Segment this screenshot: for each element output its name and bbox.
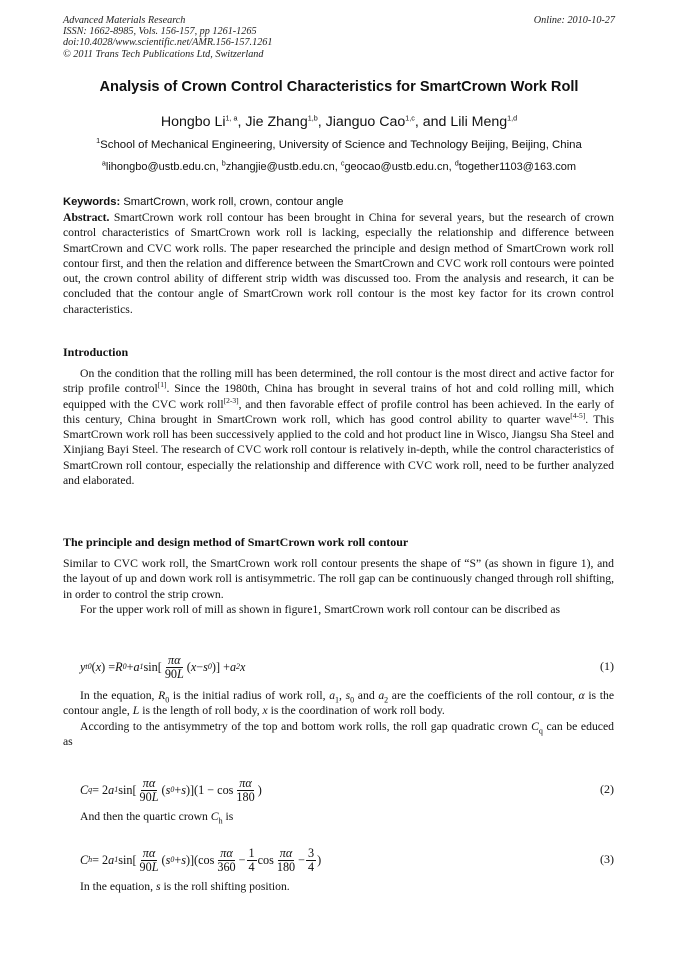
body-text: is the length of roll body, [142, 704, 260, 718]
abstract-label: Abstract. [63, 211, 110, 224]
equation-number: (2) [600, 782, 614, 796]
body-text: is the roll shifting position. [163, 880, 290, 893]
principle-heading: The principle and design method of SmartCrown work roll contour [63, 535, 409, 549]
equation-number: (3) [600, 852, 614, 866]
email-link[interactable]: lihongbo@ustb.edu.cn [105, 161, 216, 173]
author-name: Jie Zhang [245, 114, 308, 130]
author-name: Lili Meng [450, 114, 508, 130]
citation[interactable]: [1] [157, 380, 167, 390]
doi-line: doi:10.4028/www.scientific.net/AMR.156-157.1261 [63, 37, 273, 49]
introduction-body [63, 366, 614, 488]
affiliation-sup: 1 [96, 136, 101, 146]
equation-number: (1) [600, 659, 614, 673]
body-text: are the coefficients of the roll contour, [391, 689, 575, 702]
body-text: and [357, 689, 375, 702]
email-sup: b [221, 158, 226, 168]
author-name: Hongbo Li [160, 114, 226, 130]
body-text: According to the antisymmetry of the top and bottom work rolls, the roll gap quadratic crown [80, 719, 528, 733]
author-sup: 1,c [405, 113, 415, 123]
email-list: $^a$lihongbo@ustb.edu.cn, $^b$zhangjie@ustb.edu.cn, $^c$geocao@ustb.edu.cn, $^d$together1103@163.com [101, 158, 577, 173]
body-text: can be educed as [63, 719, 615, 748]
intro-text: . Since the 1980th, China has brought in several trains of hot and cold rolling mill, which equipped with the CVC work roll [63, 382, 614, 411]
principle-body-2: In the equation, $R_0$ is the initial radius of work roll, $a_1$, $s_0$ and $a_2$ are the coefficients of the roll contour, α is the contour angle, L is the length of roll body, x is the coordination of work roll body. According to the antisymmetry of the top and bottom work rolls, the roll gap quadratic crown $C_q$ can be educed as [63, 689, 615, 748]
citation[interactable]: [4-5] [570, 411, 586, 420]
equation-1: y t0 ( x ) = R 0 + a 1 sin[ $\frac{\pi\alpha}{90L}$ ( x − s 0 )] + a 2 x (1) [80, 652, 614, 681]
body-text: is the coordination of work roll body. [270, 704, 445, 718]
issn-line: ISSN: 1662-8985, Vols. 156-157, pp 1261-1265 [63, 26, 257, 38]
affiliation [0, 136, 678, 151]
email-sup: c [340, 158, 345, 168]
affiliation-text: School of Mechanical Engineering, University of Science and Technology Beijing, Beijing, China [100, 139, 582, 151]
equation-3: C h = 2 a 1 sin[ $\frac{\pi\alpha}{90L}$ ( s 0 + s )](cos $\frac{\pi\alpha}{360}$ − $\frac{1}{4}$ cos $\frac{\pi\alpha}{180}$ − $\frac{3}{4}$ ) (3) [80, 845, 614, 874]
author-list: Hongbo Li$^{1, a}$, Jie Zhang$^{1,b}$, Jianguo Cao$^{1,c}$, and Lili Meng$^{1,d}$ [160, 113, 518, 130]
intro-text: , and then favorable effect of profile control has been achieved. In the early of this century, China brought in SmartCrown work roll, which has good control ability to quarter wave [63, 397, 614, 426]
body-text: In the equation, [80, 689, 155, 702]
author-sup: 1,d [507, 113, 518, 123]
body-text: is the initial radius of work roll, [172, 689, 326, 702]
principle-body-1 [63, 556, 614, 617]
abstract [63, 210, 614, 317]
copyright-line: © 2011 Trans Tech Publications Ltd, Switzerland [63, 48, 264, 60]
email-sup: a [101, 158, 106, 168]
abstract-text: SmartCrown work roll contour has been brought in China for several years, but the research of crown control characteristics of SmartCrown work roll is lacking, especially the relationship and difference between SmartCrown and CVC work rolls. The paper researched the principle and design method of SmartCrown work roll contour first, and then the relation and difference between the SmartCrown and CVC work roll contours were pointed out, the crown control ability of different strip width was discussed too. From the analysis and research, it can be concluded that the contour angle of SmartCrown work roll contour is the most key factor for its crown control characteristics. [63, 211, 614, 316]
principle-body-4: In the equation, s is the roll shifting position. [80, 880, 290, 893]
principle-paragraph: For the upper work roll of mill as shown in figure1, SmartCrown work roll contour can be discribed as [80, 602, 561, 616]
author-name: Jianguo Cao [325, 114, 406, 130]
email-link[interactable]: zhangjie@ustb.edu.cn [225, 161, 335, 173]
author-sup: 1,b [307, 113, 318, 123]
email-link[interactable]: together1103@163.com [458, 161, 577, 173]
body-text: And then the quartic crown [80, 810, 208, 823]
equation-2: C q = 2 a 1 sin[ $\frac{\pi\alpha}{90L}$ ( s 0 + s )](1 − cos $\frac{\pi\alpha}{180}$ ) (2) [80, 775, 614, 804]
citation[interactable]: [2-3] [223, 395, 239, 405]
keywords-label: Keywords: [63, 196, 121, 208]
principle-paragraph: Similar to CVC work roll, the SmartCrown work roll contour presents the shape of “S” (as shown in figure 1), and the layout of up and down work roll is antisymmetric. The roll gap can be continuously changed through roll shifting, in order to control the strip crown. [63, 557, 614, 601]
journal-header [63, 15, 272, 60]
online-date: Online: 2010-10-27 [533, 15, 615, 26]
keywords [63, 195, 614, 210]
journal-name: Advanced Materials Research [63, 15, 186, 26]
intro-text: On the condition that the rolling mill has been determined, the roll contour is the most direct and active factor for strip profile control [63, 367, 614, 396]
paper-title: Analysis of Crown Control Characteristics for SmartCrown Work Roll [99, 79, 579, 95]
principle-body-3: And then the quartic crown $C_h$ is [80, 810, 234, 826]
body-text: In the equation, [80, 880, 154, 893]
email-sup: d [454, 158, 459, 168]
author-sup: 1, a [225, 113, 238, 123]
email-link[interactable]: geocao@ustb.edu.cn [344, 161, 449, 173]
body-text: is [225, 810, 234, 823]
body-text: is the contour angle, [63, 689, 615, 718]
keywords-text: SmartCrown, work roll, crown, contour angle [123, 196, 344, 208]
introduction-heading: Introduction [63, 345, 129, 359]
intro-text: . This SmartCrown work roll has been successively applied to the cold and hot product line in Wisco, Jiangsu Sha Steel and Xinjiang Bayi Steel. The research of CVC work roll contour is relatively in-depth, while the control characteristics of SmartCrown roll contour, especially the relationship and difference with CVC work roll, need to be further analyzed and elaborated. [63, 412, 614, 488]
